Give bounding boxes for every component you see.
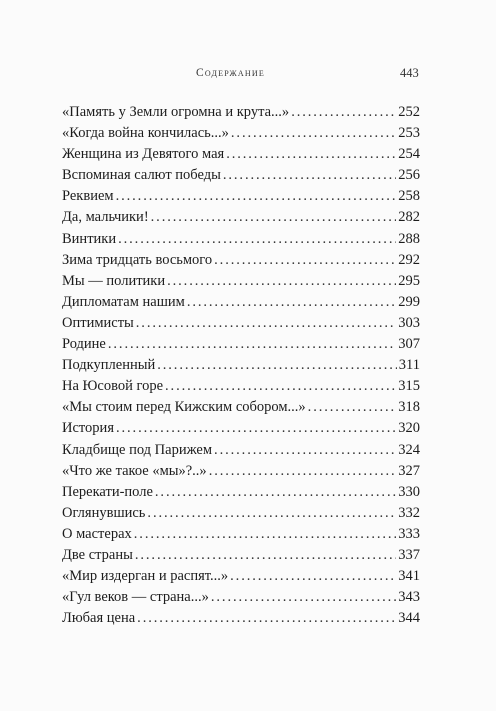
toc-entry — [62, 123, 420, 144]
toc-entry-page: 307 — [398, 336, 420, 353]
toc-entry — [62, 313, 420, 334]
toc-entry-title: Винтики — [62, 230, 117, 247]
toc-entry — [62, 229, 420, 250]
toc-entry-title: «Когда война кончилась...» — [62, 125, 229, 142]
toc-entry-page: 343 — [398, 589, 420, 606]
dot-leader — [214, 440, 396, 461]
toc-entry-title: О мастерах — [62, 525, 132, 542]
dot-leader — [157, 355, 397, 376]
toc-entry — [62, 144, 420, 165]
toc-entry-page: 333 — [398, 525, 420, 542]
toc-entry-title: «Мир издерган и распят...» — [62, 568, 229, 585]
toc-entry-page: 311 — [398, 357, 420, 374]
toc-entry — [62, 440, 420, 461]
dot-leader — [155, 482, 396, 503]
toc-entry-page: 330 — [398, 483, 420, 500]
dot-leader — [147, 503, 396, 524]
toc-entry-page: 320 — [398, 420, 420, 437]
dot-leader — [118, 229, 396, 250]
dot-leader — [230, 566, 396, 587]
dot-leader — [165, 376, 396, 397]
dot-leader — [134, 524, 396, 545]
toc-entry-page: 288 — [398, 230, 420, 247]
toc-entry-title: Женщина из Девятого мая — [62, 146, 225, 163]
toc-entry — [62, 587, 420, 608]
dot-leader — [209, 461, 397, 482]
toc-entry-page: 292 — [398, 251, 420, 268]
toc-entry — [62, 461, 420, 482]
dot-leader — [136, 313, 396, 334]
toc-entry-page: 344 — [398, 610, 420, 627]
toc-entry-title: Зима тридцать восьмого — [62, 251, 213, 268]
running-title: Содержание — [196, 67, 265, 79]
toc-entry — [62, 271, 420, 292]
dot-leader — [187, 292, 396, 313]
toc-entry — [62, 545, 420, 566]
toc-entry — [62, 566, 420, 587]
toc-entry — [62, 524, 420, 545]
toc-entry-title: Оптимисты — [62, 314, 134, 331]
toc-entry-page: 332 — [398, 504, 420, 521]
dot-leader — [137, 608, 396, 629]
toc-entry-title: Реквием — [62, 188, 114, 205]
toc-entry-page: 337 — [398, 546, 420, 563]
toc-entry-title: На Юсовой горе — [62, 378, 164, 395]
toc-entry-page: 295 — [398, 272, 420, 289]
toc-entry-title: «Гул веков — страна...» — [62, 589, 209, 606]
toc-entry — [62, 482, 420, 503]
page-number: 443 — [400, 66, 419, 80]
toc-entry-title: Перекати-поле — [62, 483, 153, 500]
toc-entry — [62, 397, 420, 418]
toc-entry — [62, 608, 420, 629]
toc-entry-page: 253 — [398, 125, 420, 142]
toc-entry-page: 303 — [398, 314, 420, 331]
toc-entry — [62, 250, 420, 271]
dot-leader — [108, 334, 396, 355]
toc-entry-page: 327 — [398, 462, 420, 479]
dot-leader — [291, 102, 396, 123]
toc-entry-page: 256 — [398, 167, 420, 184]
toc-entry — [62, 418, 420, 439]
toc-entry-title: Две страны — [62, 546, 133, 563]
toc-entry-title: Да, мальчики! — [62, 209, 149, 226]
dot-leader — [308, 397, 397, 418]
toc-entry-title: Подкупленный — [62, 357, 156, 374]
toc-entry-page: 258 — [398, 188, 420, 205]
toc-entry-page: 252 — [398, 104, 420, 120]
toc-entry — [62, 503, 420, 524]
toc-entry — [62, 355, 420, 376]
table-of-contents — [62, 102, 420, 629]
toc-entry-title: Любая цена — [62, 610, 136, 627]
toc-entry — [62, 334, 420, 355]
toc-entry-page: 341 — [398, 568, 420, 585]
dot-leader — [214, 250, 396, 271]
toc-entry — [62, 376, 420, 397]
dot-leader — [167, 271, 396, 292]
toc-entry-page: 315 — [398, 378, 420, 395]
toc-entry-title: История — [62, 420, 114, 437]
toc-entry — [62, 292, 420, 313]
dot-leader — [116, 418, 396, 439]
toc-entry — [62, 186, 420, 207]
dot-leader — [223, 165, 396, 186]
toc-entry-title: Родине — [62, 336, 106, 353]
toc-entry-title: Мы — политики — [62, 272, 166, 289]
dot-leader — [211, 587, 396, 608]
dot-leader — [226, 144, 396, 165]
toc-entry-page: 254 — [398, 146, 420, 163]
toc-entry-title: Кладбище под Парижем — [62, 441, 213, 458]
dot-leader — [231, 123, 396, 144]
toc-entry-title: Дипломатам нашим — [62, 293, 185, 310]
dot-leader — [151, 207, 397, 228]
dot-leader — [135, 545, 396, 566]
toc-entry-page: 282 — [398, 209, 420, 226]
toc-entry-title: Вспоминая салют победы — [62, 167, 221, 184]
toc-entry-page: 318 — [398, 399, 420, 416]
toc-entry-title: «Память у Земли огромна и крута...» — [62, 104, 290, 120]
toc-entry-title: Оглянувшись — [62, 504, 146, 521]
toc-entry — [62, 165, 420, 186]
toc-entry-title: «Что же такое «мы»?..» — [62, 462, 207, 479]
dot-leader — [116, 186, 397, 207]
toc-entry-page: 299 — [398, 293, 420, 310]
toc-entry-title: «Мы стоим перед Кижским собором...» — [62, 399, 306, 416]
toc-entry — [62, 102, 420, 123]
toc-entry — [62, 207, 420, 228]
toc-entry-page: 324 — [398, 441, 420, 458]
